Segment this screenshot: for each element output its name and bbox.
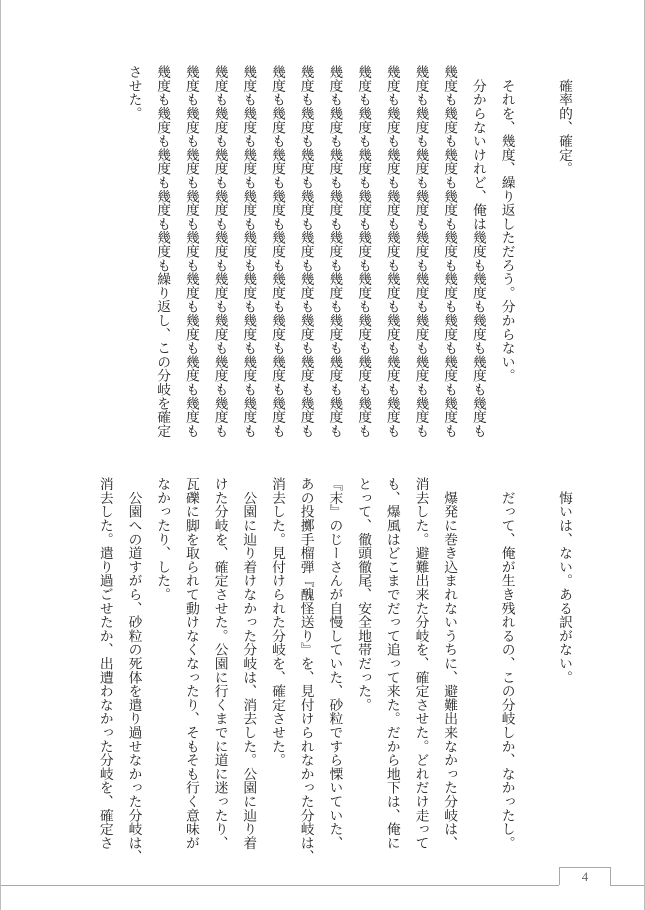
text-column: させた。 [125, 65, 142, 121]
text-column: 『末』のじーさんが自慢していた、砂粒ですら慄いていた、 [326, 477, 343, 850]
text-column: なかったり、した。 [154, 477, 171, 602]
text-column: 幾度も幾度も幾度も幾度も幾度も幾度も幾度も幾度も幾度も [355, 65, 372, 438]
text-column: 瓦礫に脚を取られて動けなくなったり、そもそも行く意味が [182, 477, 199, 850]
text-column: 悔いは、ない。ある訳がない。 [556, 477, 572, 684]
text-column: それを、幾度、繰り返しただろう。分からない。 [498, 65, 515, 383]
text-column: 幾度も幾度も幾度も幾度も幾度も幾度も幾度も幾度も幾度も [269, 65, 285, 438]
text-column: 幾度も幾度も幾度も幾度も幾度も幾度も幾度も幾度も幾度も [412, 65, 429, 438]
text-column: あの投擲手榴弾『醜怪送り』を、見付けられなかった分岐は、 [297, 477, 314, 864]
text-column: 分からないけれど、俺は幾度も幾度も幾度も幾度も幾度も [469, 65, 486, 438]
text-column: 確率的、確定。 [556, 65, 572, 176]
text-column: だって、俺が生き残れるの、この分岐しか、なかったし。 [498, 477, 515, 850]
text-column: 消去した。遣り過ごせたか、出遭わなかった分岐を、確定さ [96, 477, 113, 850]
page-number: 4 [559, 867, 611, 885]
text-column: 幾度も幾度も幾度も幾度も幾度も幾度も幾度も幾度も幾度も [383, 65, 400, 438]
footer-rule-right [610, 885, 645, 886]
text-column: 消去した。見付けられた分岐を、確定させた。 [269, 477, 285, 767]
text-column: けた分岐を、確定させた。公園に行くまでに道に迷ったり、 [211, 477, 228, 850]
text-column: 公園に辿り着けなかった分岐は、消去した。公園に辿り着 [240, 477, 257, 850]
text-column: 公園への道すがら、砂粒の死体を遣り過せなかった分岐は、 [125, 477, 142, 864]
text-column: 幾度も幾度も幾度も幾度も幾度も幾度も幾度も幾度も幾度も [182, 65, 199, 438]
text-column: 幾度も幾度も幾度も幾度も幾度も幾度も幾度も幾度も幾度も [297, 65, 314, 438]
text-column: も、爆風はどこまでだって追って来た。だから地下は、俺に [383, 477, 400, 850]
text-column: 爆発に巻き込まれないうちに、避難出来なかった分岐は、 [441, 477, 458, 850]
text-column: 幾度も幾度も幾度も幾度も幾度も幾度も幾度も幾度も幾度も [211, 65, 228, 438]
text-column: 消去した。避難出来た分岐を、確定させた。どれだけ走って [412, 477, 429, 850]
text-column: 幾度も幾度も幾度も幾度も幾度も幾度も幾度も幾度も幾度も [240, 65, 257, 438]
text-column: 幾度も幾度も幾度も幾度も幾度も繰り返し、この分岐を確定 [154, 65, 171, 438]
text-column: とって、徹頭徹尾、安全地帯だった。 [355, 477, 372, 712]
text-column: 幾度も幾度も幾度も幾度も幾度も幾度も幾度も幾度も幾度も [441, 65, 458, 438]
footer-rule-left [1, 885, 559, 886]
text-column: 幾度も幾度も幾度も幾度も幾度も幾度も幾度も幾度も幾度も [326, 65, 343, 438]
